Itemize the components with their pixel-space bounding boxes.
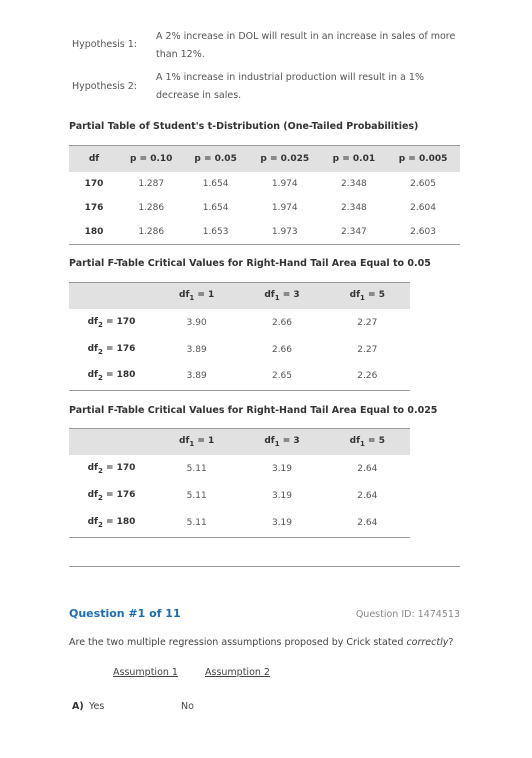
assumption-1-header: Assumption 1 [113,667,178,678]
t-col-header: p = 0.005 [398,154,448,164]
t-cell: 1.974 [271,179,298,189]
f-cell: 2.66 [271,317,293,328]
f-row-label: $df_2 = 180$ [87,516,136,529]
t-cell: 176 [84,203,104,213]
t-cell: 1.973 [271,227,298,237]
hypothesis-1-label: Hypothesis 1: [72,39,138,50]
f-col-header: $df_1 = 5$ [349,436,385,448]
table-row [69,172,460,196]
t-cell: 2.348 [341,179,367,189]
f-table-05 [69,282,410,391]
f-cell: 2.65 [271,371,293,382]
question-id: Question ID: 1474513 [355,609,460,620]
option-a-assumption-2: No [181,701,194,712]
f-corner-cell [69,283,154,310]
f-table-025 [69,428,410,538]
section-divider [69,566,460,567]
assumption-2-header: Assumption 2 [205,667,270,678]
f-row-label: $df_2 = 170$ [87,462,136,475]
f-cell: 5.11 [186,517,207,528]
f-cell: 2.27 [357,317,378,328]
t-cell: 1.654 [202,203,229,213]
f-col-header: $df_1 = 1$ [179,290,215,302]
hypothesis-1-text: A 2% increase in DOL will result in an increase in sales of more than 12%. [156,31,456,60]
t-cell: 2.603 [410,227,436,237]
f-cell: 2.64 [357,463,378,474]
t-cell: 2.347 [341,227,367,237]
t-col-header: df [88,154,100,164]
option-a-assumption-1: Yes [89,701,105,712]
f-cell: 2.26 [357,371,378,382]
t-col-header: p = 0.05 [194,154,237,164]
f-cell: 2.64 [357,517,378,528]
table-row [69,363,410,390]
question-text: Are the two multiple regression assumptions proposed by Crick stated correctly? [69,637,454,648]
f-cell: 2.27 [357,344,378,355]
f-table-header-row [69,283,410,310]
table-row [69,220,460,245]
t-distribution-table [69,145,460,245]
f-row-label: $df_2 = 176$ [87,489,136,502]
f-col-header: $df_1 = 5$ [349,290,385,302]
f-cell: 3.90 [186,317,207,328]
question-emphasis: correctly [406,637,449,648]
question-title: Question #1 of 11 [69,607,181,620]
f-cell: 3.19 [271,463,293,474]
f-cell: 3.19 [271,490,293,501]
f-cell: 3.19 [271,517,293,528]
t-cell: 1.653 [202,227,229,237]
t-cell: 180 [84,227,104,237]
table-row [69,482,410,509]
f-table-05-title: Partial F-Table Critical Values for Right-Hand Tail Area Equal to 0.05 [69,258,431,269]
f-table-025-title: Partial F-Table Critical Values for Right-Hand Tail Area Equal to 0.025 [69,405,438,416]
t-cell: 1.286 [138,227,165,237]
hypothesis-2-label: Hypothesis 2: [72,81,138,92]
t-cell: 1.654 [202,179,229,189]
t-cell: 2.348 [341,203,367,213]
f-col-header: $df_1 = 3$ [264,436,300,448]
f-corner-cell [69,429,154,456]
t-cell: 1.974 [271,203,298,213]
hypothesis-2-text: A 1% increase in industrial production will result in a 1% decrease in sales. [156,72,424,101]
t-cell: 1.287 [138,179,165,189]
f-cell: 3.89 [186,344,207,355]
t-col-header: p = 0.025 [260,154,310,164]
table-row [69,196,460,220]
table-row [69,509,410,537]
f-col-header: $df_1 = 3$ [264,290,300,302]
table-row [69,309,410,336]
f-row-label: $df_2 = 180$ [87,370,136,383]
f-cell: 2.66 [271,344,293,355]
t-cell: 2.604 [410,203,436,213]
t-cell: 2.605 [410,179,436,189]
f-table-header-row [69,429,410,456]
t-cell: 1.286 [138,203,165,213]
t-table-title: Partial Table of Student's t-Distribution (One-Tailed Probabilities) [69,121,419,132]
f-cell: 2.64 [357,490,378,501]
t-col-header: p = 0.01 [332,154,376,164]
f-col-header: $df_1 = 1$ [179,436,215,448]
f-row-label: $df_2 = 170$ [87,316,136,329]
table-row [69,455,410,482]
f-row-label: $df_2 = 176$ [87,343,136,356]
t-cell: 170 [84,179,104,189]
t-col-header: p = 0.10 [129,154,173,164]
f-cell: 5.11 [186,463,207,474]
t-table-header-row [69,146,460,173]
f-cell: 5.11 [186,490,207,501]
option-letter: A) [72,701,84,712]
table-row [69,336,410,363]
f-cell: 3.89 [186,371,207,382]
